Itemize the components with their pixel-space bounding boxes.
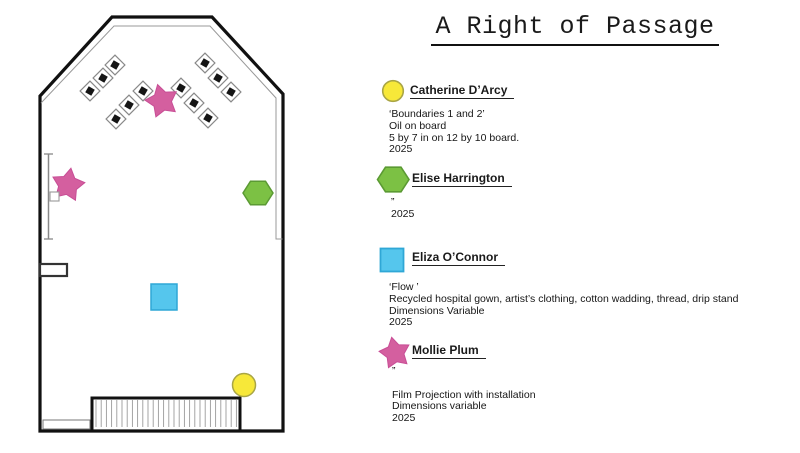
hexagon-marker xyxy=(243,181,273,205)
artwork-details-catherine xyxy=(389,109,789,156)
page-title xyxy=(430,12,720,46)
detail-line: Recycled hospital gown, artist’s clothing, cotton wadding, thread, drip stand xyxy=(389,292,739,305)
detail-line: ‘Boundaries 1 and 2’ xyxy=(389,108,485,120)
artwork-details-elise xyxy=(391,197,791,221)
circle-marker xyxy=(233,374,256,397)
floor-plan-svg xyxy=(0,0,320,448)
gallery-outline xyxy=(40,17,283,431)
doorway xyxy=(40,264,67,276)
artist-name-catherine: Catherine D’Arcy xyxy=(410,83,514,99)
artwork-details-eliza xyxy=(389,282,789,329)
detail-line: Dimensions Variable xyxy=(389,304,485,317)
detail-line: 2025 xyxy=(392,412,416,425)
detail-line: Oil on board xyxy=(389,119,447,132)
small-plinth xyxy=(50,192,59,201)
artist-name-elise: Elise Harrington xyxy=(412,171,512,187)
floor-plan xyxy=(0,0,320,448)
detail-line: 2025 xyxy=(389,316,413,329)
detail-line: Dimensions variable xyxy=(392,400,487,413)
page-title-text: A Right of Passage xyxy=(431,12,718,46)
detail-line: ” xyxy=(391,196,395,208)
artist-name-eliza: Eliza O’Connor xyxy=(412,250,505,266)
detail-line: 2025 xyxy=(391,207,415,220)
detail-line: ” xyxy=(392,365,396,377)
detail-line: 5 by 7 in on 12 by 10 board. xyxy=(389,131,520,144)
detail-line: ‘Flow ’ xyxy=(389,281,419,293)
hexagon-marker-icon xyxy=(376,166,411,194)
detail-line: 2025 xyxy=(389,143,413,156)
detail-line: Film Projection with installation xyxy=(392,388,536,401)
square-marker xyxy=(151,284,177,310)
detail-line xyxy=(392,378,792,390)
artwork-details-mollie xyxy=(392,366,792,425)
bench xyxy=(43,420,90,429)
artist-name-mollie: Mollie Plum xyxy=(412,343,486,359)
circle-marker-icon xyxy=(381,79,406,104)
square-marker-icon xyxy=(379,247,406,274)
